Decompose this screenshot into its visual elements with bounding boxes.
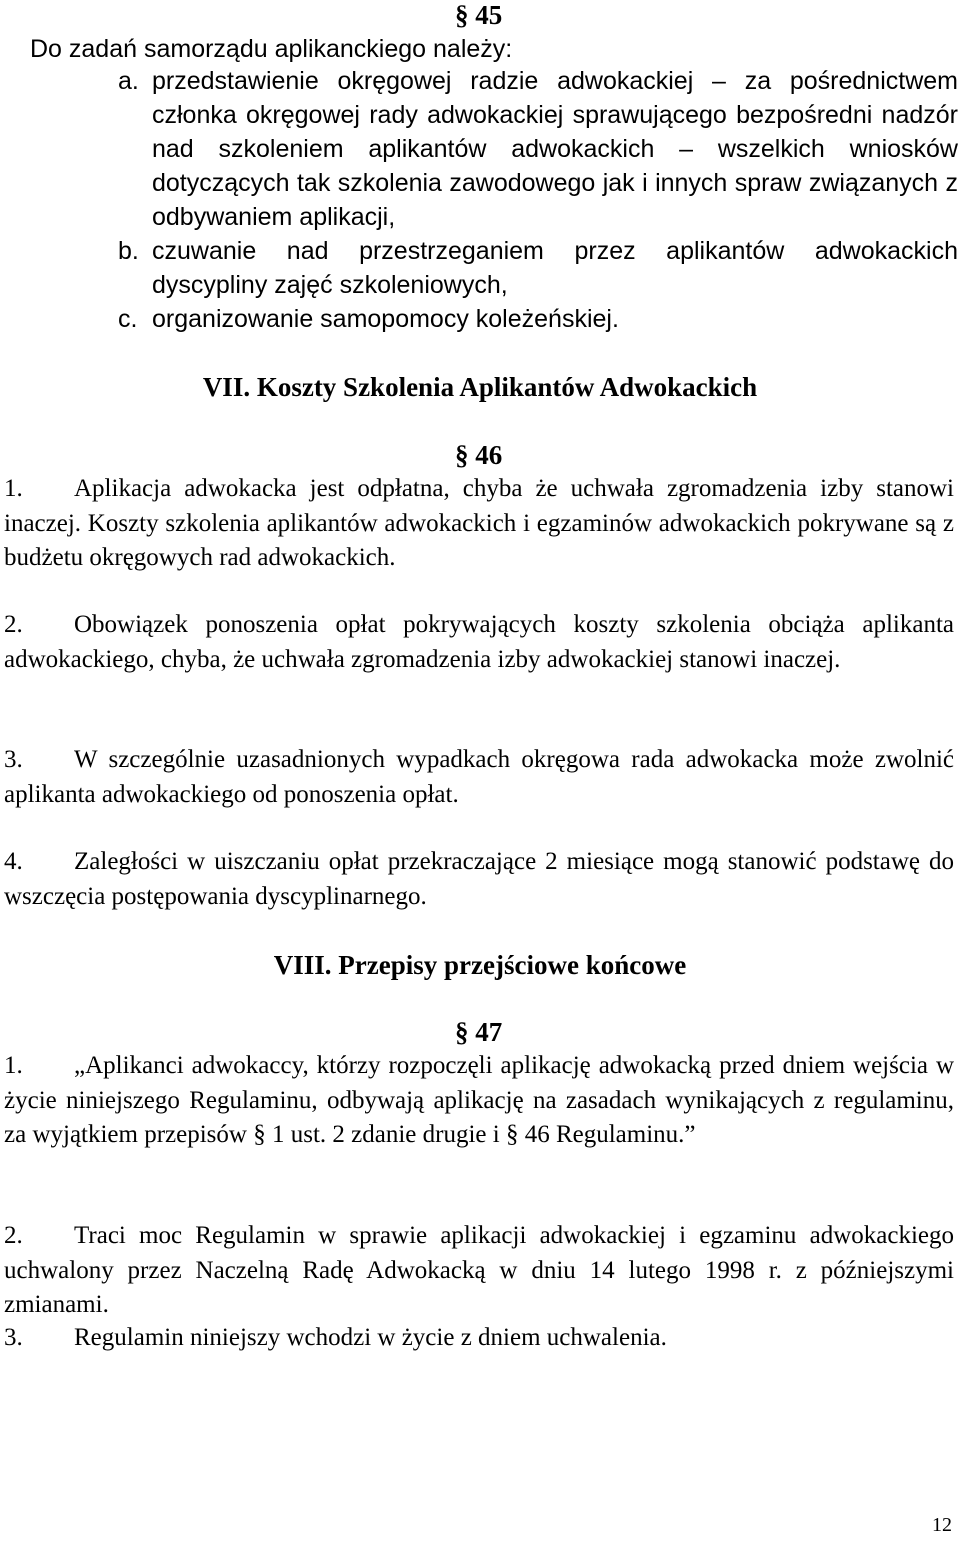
intro-text: Do zadań samorządu aplikanckiego należy:: [30, 35, 513, 63]
paragraph-text: „Aplikanci adwokaccy, którzy rozpoczęli aplikację adwokacką przed dniem wejścia w życie niniejszego Regulaminu, odbywają aplikację na zasadach wynikających z regulaminu, za wyjątkiem przepisów § 1 ust. 2 zdanie drugie i § 46 Regulaminu.”: [4, 1052, 954, 1148]
paragraph-text: Zaległości w uiszczaniu opłat przekraczające 2 miesiące mogą stanowić podstawę do wszczęcia postępowania dyscyplinarnego.: [4, 848, 954, 910]
chapter-7-heading: VII. Koszty Szkolenia Aplikantów Adwokackich: [202, 372, 758, 402]
paragraph-number: 3.: [4, 1324, 23, 1351]
list-item-text: organizowanie samopomocy koleżeńskiej.: [152, 305, 619, 333]
paragraph-number: 2.: [4, 611, 23, 638]
paragraph-text: Aplikacja adwokacka jest odpłatna, chyba że uchwała zgromadzenia izby stanowi inaczej. Koszty szkolenia aplikantów adwokackich i egzaminów adwokackich pokrywane są z budżetu okręgowych rad adwokackich.: [4, 475, 954, 571]
section-45-heading: § 45: [455, 0, 503, 30]
list-marker: a.: [118, 67, 139, 95]
section-46-paragraph-3: [4, 743, 954, 812]
paragraph-number: 1.: [4, 475, 23, 502]
list-marker: b.: [118, 237, 139, 265]
list-marker: c.: [118, 305, 138, 333]
section-46-paragraph-2: [4, 608, 954, 677]
section-46-heading: § 46: [455, 440, 503, 470]
list-item-text: przedstawienie okręgowej radzie adwokackiej – za pośrednictwem członka okręgowej rady adwokackiej sprawującego bezpośredni nadzór nad szkoleniem aplikantów adwokackich – wszelkich wniosków dotyczących tak szkolenia zawodowego jak i innych spraw związanych z odbywaniem aplikacji,: [152, 67, 958, 231]
paragraph-text: Obowiązek ponoszenia opłat pokrywających koszty szkolenia obciąża aplikanta adwokackiego, chyba, że uchwała zgromadzenia izby adwokackiej stanowi inaczej.: [4, 611, 954, 673]
list-item-c: [118, 302, 958, 336]
paragraph-text: W szczególnie uzasadnionych wypadkach okręgowa rada adwokacka może zwolnić aplikanta adwokackiego od ponoszenia opłat.: [4, 746, 954, 808]
page-number: 12: [932, 1514, 952, 1536]
section-47-paragraph-1: [4, 1049, 954, 1153]
paragraph-number: 1.: [4, 1052, 23, 1079]
section-47-paragraph-3: [4, 1321, 954, 1356]
paragraph-number: 4.: [4, 848, 23, 875]
section-47-paragraph-2: [4, 1219, 954, 1323]
paragraph-number: 2.: [4, 1222, 23, 1249]
section-46-paragraph-1: [4, 472, 954, 576]
duties-list: [118, 64, 958, 336]
paragraph-text: Traci moc Regulamin w sprawie aplikacji adwokackiej i egzaminu adwokackiego uchwalony przez Naczelną Radę Adwokacką w dniu 14 lutego 1998 r. z późniejszymi zmianami.: [4, 1222, 954, 1318]
list-item-text: czuwanie nad przestrzeganiem przez aplikantów adwokackich dyscypliny zajęć szkoleniowych,: [152, 237, 958, 299]
paragraph-text: Regulamin niniejszy wchodzi w życie z dniem uchwalenia.: [74, 1324, 667, 1351]
paragraph-number: 3.: [4, 746, 23, 773]
chapter-8-heading: VIII. Przepisy przejściowe końcowe: [273, 950, 687, 980]
list-item-b: [118, 234, 958, 302]
list-item-a: [118, 64, 958, 234]
section-47-heading: § 47: [455, 1017, 503, 1047]
section-46-paragraph-4: [4, 845, 954, 914]
